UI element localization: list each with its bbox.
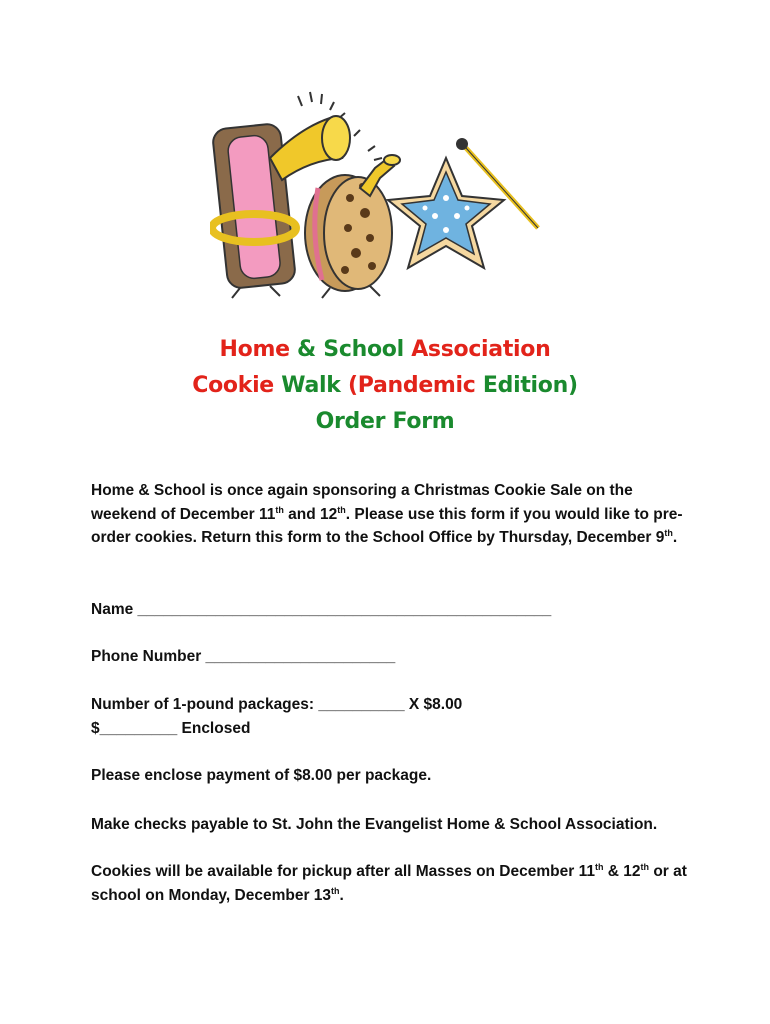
title-line-3: Order Form — [315, 409, 455, 434]
title-word: Edition) — [482, 373, 578, 398]
intro-paragraph — [91, 479, 691, 550]
intro-text: and 12 — [283, 505, 338, 523]
pickup-text: Cookies will be available for pickup after all Masses on December 11 — [91, 863, 595, 880]
intro-text: . — [672, 529, 678, 546]
title-word: (Pandemic — [347, 373, 476, 398]
checks-note: Make checks payable to St. John the Evangelist Home & School Association. — [91, 816, 658, 833]
ordinal-suffix: th — [640, 861, 650, 872]
packages-quantity-field[interactable]: Number of 1-pound packages: __________ X $8.00 — [91, 696, 463, 713]
title-word: & — [297, 337, 316, 362]
payment-note: Please enclose payment of $8.00 per package. — [91, 767, 432, 784]
pickup-text: or at school on Monday, December 13 — [91, 863, 687, 904]
intro-text: Home & School is once again sponsoring a Christmas Cookie Sale on the weekend of December 11 — [91, 482, 633, 523]
ordinal-suffix: th — [594, 861, 604, 872]
phone-field[interactable]: Phone Number ______________________ — [91, 648, 396, 665]
amount-enclosed-field[interactable]: $_________ Enclosed — [91, 719, 251, 737]
pickup-note — [91, 860, 691, 907]
ordinal-suffix: th — [337, 504, 346, 515]
intro-text: . Please use this form if you would like to pre-order cookies. Return this form to the School Office by Thursday, December 9 — [91, 505, 683, 546]
title-word: School — [323, 337, 404, 362]
title-word: Walk — [281, 373, 341, 398]
sandwich-cookie-icon — [305, 175, 392, 291]
trumpet-icon — [270, 116, 350, 180]
title-line-2 — [0, 368, 770, 404]
title-block — [0, 332, 770, 440]
pickup-text: . — [339, 886, 344, 904]
title-word: Association — [411, 337, 551, 362]
packages-block — [91, 693, 691, 740]
cookie-band-clipart — [210, 88, 560, 308]
name-field[interactable]: Name ________________________________________________ — [91, 601, 552, 618]
title-word: Home — [219, 337, 290, 362]
pickup-text: & 12 — [603, 863, 641, 880]
title-line-1 — [0, 332, 770, 368]
ordinal-suffix: th — [275, 504, 284, 515]
ordinal-suffix: th — [664, 527, 673, 538]
title-word: Cookie — [192, 373, 274, 398]
ordinal-suffix: th — [331, 885, 340, 896]
